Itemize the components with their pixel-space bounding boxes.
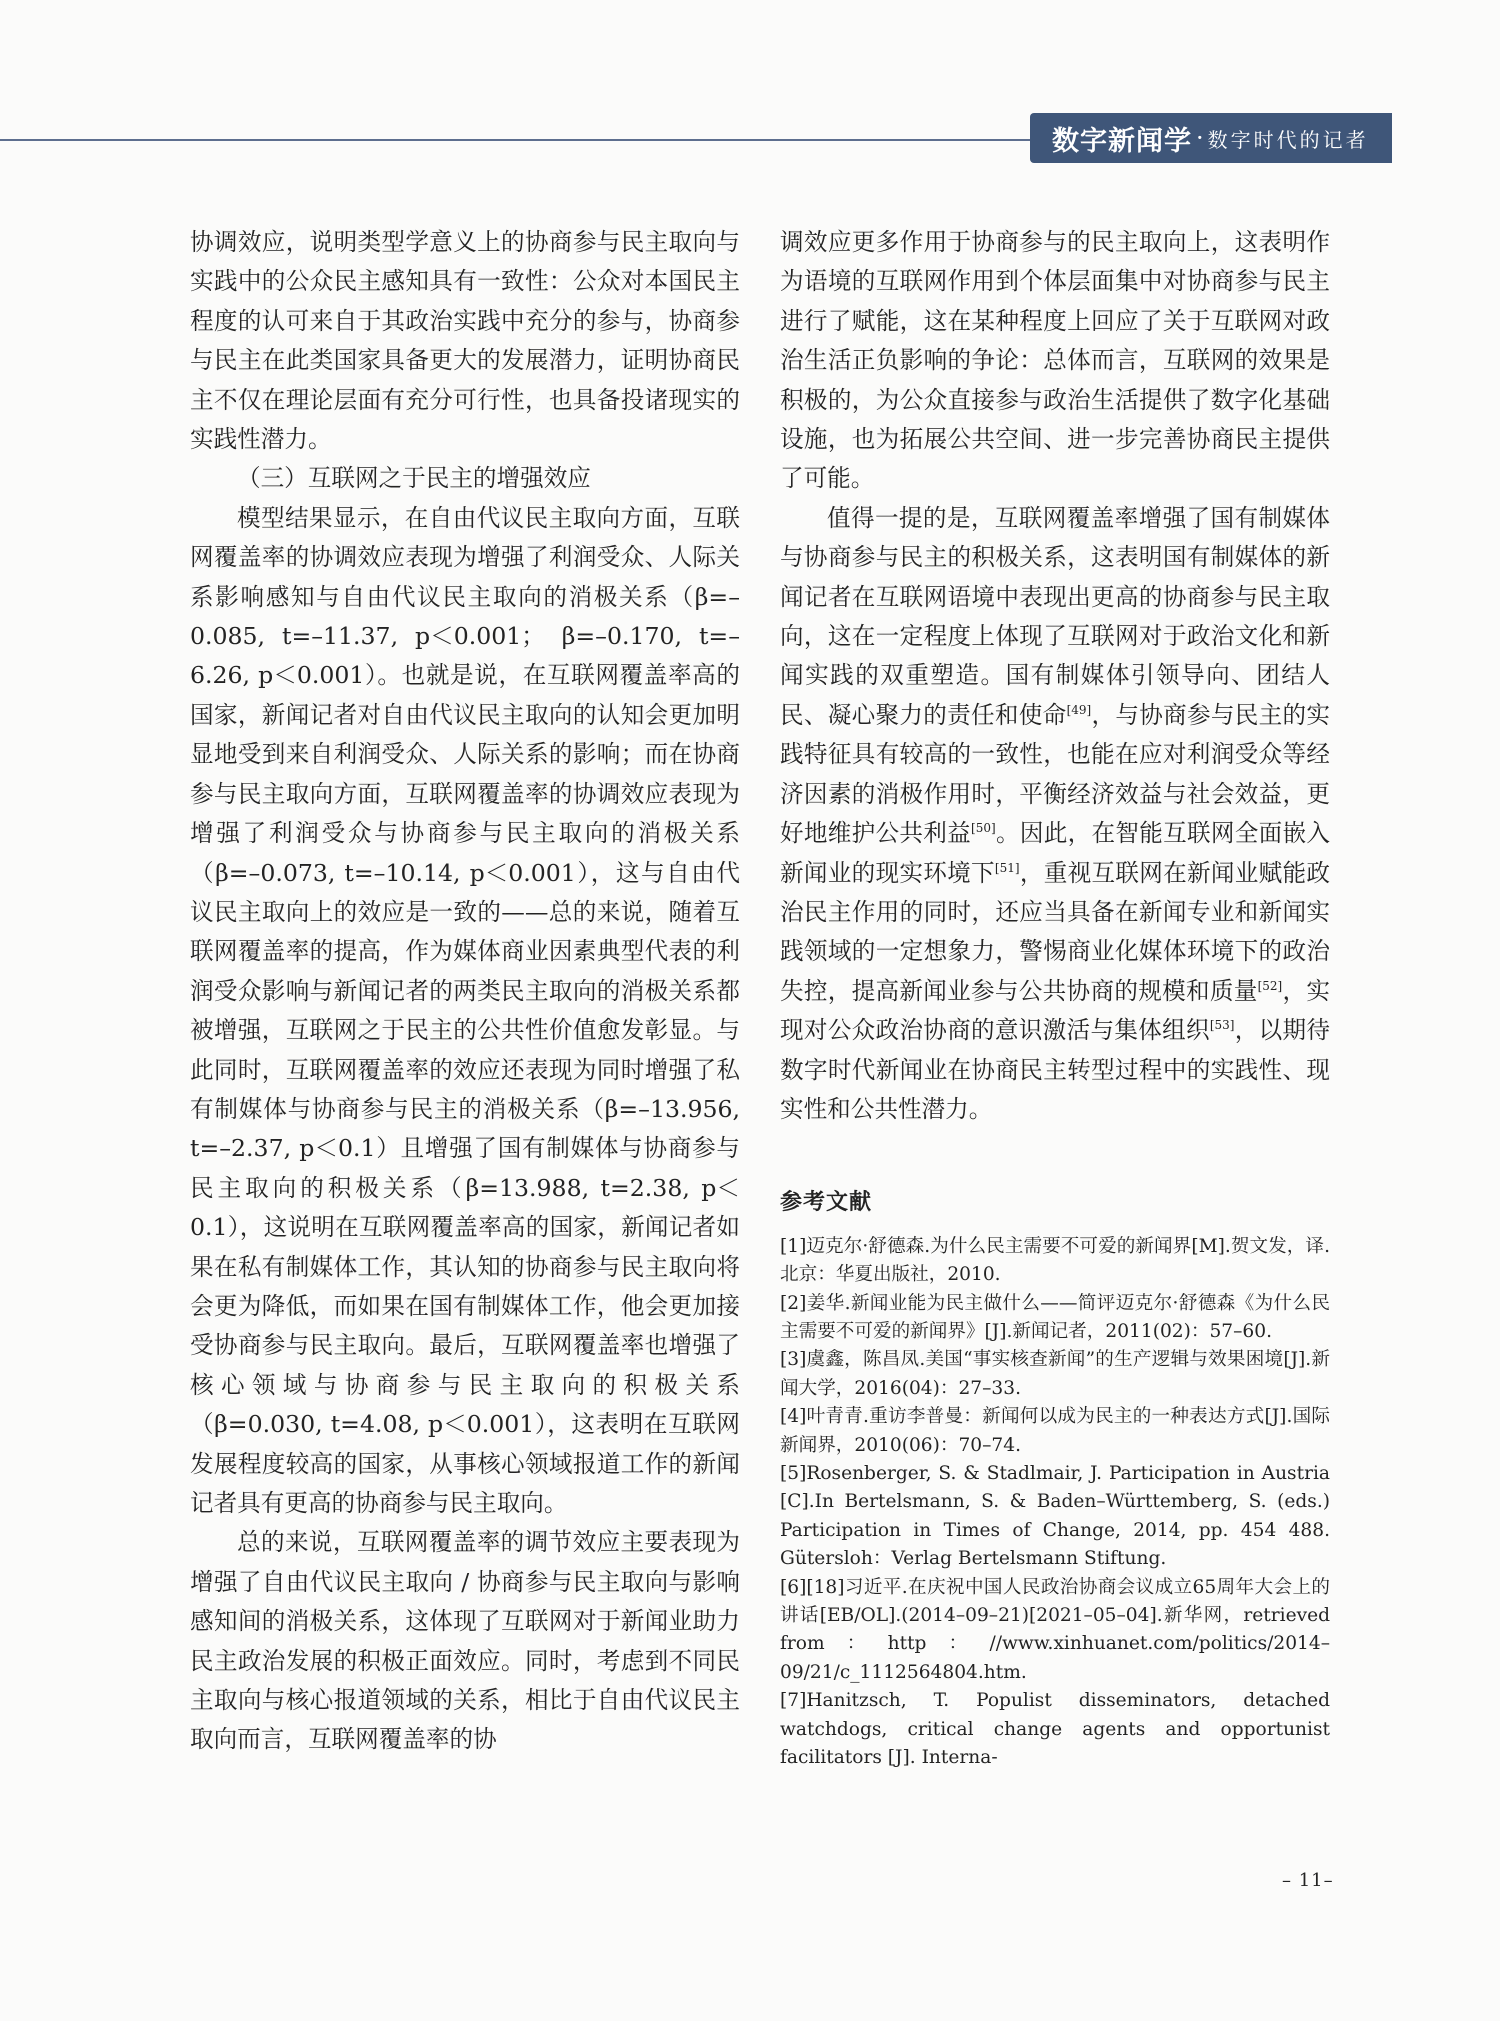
citation-marker: [53] — [1209, 1018, 1235, 1033]
page-number: – 11– — [1282, 1870, 1334, 1891]
paragraph — [780, 499, 1330, 1130]
left-column — [190, 223, 740, 1760]
text-run: 值得一提的是，互联网覆盖率增强了国有制媒体与协商参与民主的积极关系，这表明国有制媒体的新闻记者在互联网语境中表现出更高的协商参与民主取向，这在一定程度上体现了互联网对于政治文化和新闻实践的双重塑造。国有制媒体引领导向、团结人民、凝心聚力的责任和使命 — [780, 503, 1330, 729]
paragraph: 调效应更多作用于协商参与的民主取向上，这表明作为语境的互联网作用到个体层面集中对协商参与民主进行了赋能，这在某种程度上回应了关于互联网对政治生活正负影响的争论：总体而言，互联网的效果是积极的，为公众直接参与政治生活提供了数字化基础设施，也为拓展公共空间、进一步完善协商民主提供了可能。 — [780, 228, 1330, 493]
citation-marker: [52] — [1257, 978, 1283, 993]
reference-item: [2]姜华.新闻业能为民主做什么——简评迈克尔·舒德森《为什么民主需要不可爱的新闻界》[J].新闻记者，2011(02)：57–60. — [780, 1292, 1330, 1342]
reference-item: [6][18]习近平.在庆祝中国人民政治协商会议成立65周年大会上的讲话[EB/OL].(2014–09–21)[2021–05–04].新华网，retrieved from：http：//www.xinhuanet.com/politics/2014–09/21/c_1112564804.htm. — [780, 1576, 1330, 1683]
journal-name: 数字新闻学 — [1052, 125, 1192, 157]
running-header — [1030, 113, 1392, 163]
reference-item: [7]Hanitzsch, T. Populist disseminators, detached watchdogs, critical change agents and opportunist facilitators [J]. Interna- — [780, 1690, 1330, 1769]
reference-item: [4]叶青青.重访李普曼：新闻何以成为民主的一种表达方式[J].国际新闻界，2010(06)：70–74. — [780, 1406, 1330, 1456]
header-rule — [0, 139, 1080, 141]
citation-marker: [51] — [994, 860, 1020, 875]
reference-item: [1]迈克尔·舒德森.为什么民主需要不可爱的新闻界[M].贺文发，译.北京：华夏出版社，2010. — [780, 1235, 1330, 1286]
citation-marker: [49] — [1066, 703, 1092, 718]
reference-item: [3]虞鑫，陈昌凤.美国“事实核查新闻”的生产逻辑与效果困境[J].新闻大学，2016(04)：27–33. — [780, 1349, 1330, 1399]
section-heading: （三）互联网之于民主的增强效应 — [237, 464, 591, 493]
references-list — [780, 1233, 1330, 1773]
paragraph: 协调效应，说明类型学意义上的协商参与民主取向与实践中的公众民主感知具有一致性：公众对本国民主程度的认可来自于其政治实践中充分的参与，协商参与民主在此类国家具备更大的发展潜力，证明协商民主不仅在理论层面有充分可行性，也具备投诸现实的实践性潜力。 — [190, 228, 740, 454]
column-title: 数字时代的记者 — [1207, 127, 1369, 152]
text-run: ，实现对公众政治协商的意识激活与集体组织 — [780, 976, 1331, 1045]
header-separator: · — [1196, 124, 1204, 152]
text-run: ，与协商参与民主的实践特征具有较高的一致性，也能在应对利润受众等经济因素的消极作用时，平衡经济效益与社会效益，更好地维护公共利益 — [780, 700, 1331, 848]
reference-item: [5]Rosenberger, S. & Stadlmair, J. Participation in Austria [C].In Bertelsmann, S. & Baden–Württemberg, S. (eds.) Participation in Times of Change, 2014, pp. 454 488. Gütersloh：Verlag Bertelsmann Stiftung. — [780, 1463, 1330, 1570]
references-heading: 参考文献 — [780, 1189, 873, 1216]
text-run: 。因此，在智能互联网全面嵌入新闻业的现实环境下 — [780, 819, 1331, 887]
right-column — [780, 223, 1330, 1772]
paragraph: 模型结果显示，在自由代议民主取向方面，互联网覆盖率的协调效应表现为增强了利润受众、人际关系影响感知与自由代议民主取向的消极关系（β=–0.085, t=–11.37, p＜0.001； β=–0.170, t=–6.26, p＜0.001）。也就是说，在互联网覆盖率高的国家，新闻记者对自由代议民主取向的认知会更加明显地受到来自利润受众、人际关系的影响；而在协商参与民主取向方面，互联网覆盖率的协调效应表现为增强了利润受众与协商参与民主取向的消极关系（β=–0.073, t=–10.14, p＜0.001），这与自由代议民主取向上的效应是一致的——总的来说，随着互联网覆盖率的提高，作为媒体商业因素典型代表的利润受众影响与新闻记者的两类民主取向的消极关系都被增强，互联网之于民主的公共性价值愈发彰显。与此同时，互联网覆盖率的效应还表现为同时增强了私有制媒体与协商参与民主的消极关系（β=–13.956, t=–2.37, p＜0.1）且增强了国有制媒体与协商参与民主取向的积极关系（β=13.988, t=2.38, p＜0.1），这说明在互联网覆盖率高的国家，新闻记者如果在私有制媒体工作，其认知的协商参与民主取向将会更为降低，而如果在国有制媒体工作，他会更加接受协商参与民主取向。最后，互联网覆盖率也增强了核心领域与协商参与民主取向的积极关系（β=0.030, t=4.08, p＜0.001），这表明在互联网发展程度较高的国家，从事核心领域报道工作的新闻记者具有更高的协商参与民主取向。 — [190, 503, 740, 1517]
paragraph: 总的来说，互联网覆盖率的调节效应主要表现为增强了自由代议民主取向 / 协商参与民主取向与影响感知间的消极关系，这体现了互联网对于新闻业助力民主政治发展的积极正面效应。同时，考虑到不同民主取向与核心报道领域的关系，相比于自由代议民主取向而言，互联网覆盖率的协 — [190, 1528, 740, 1754]
citation-marker: [50] — [971, 821, 996, 836]
text-run: ，以期待数字时代新闻业在协商民主转型过程中的实践性、现实性和公共性潜力。 — [780, 1016, 1331, 1123]
text-run: ，重视互联网在新闻业赋能政治民主作用的同时，还应当具备在新闻专业和新闻实践领域的一定想象力，警惕商业化媒体环境下的政治失控，提高新闻业参与公共协商的规模和质量 — [780, 858, 1331, 1005]
